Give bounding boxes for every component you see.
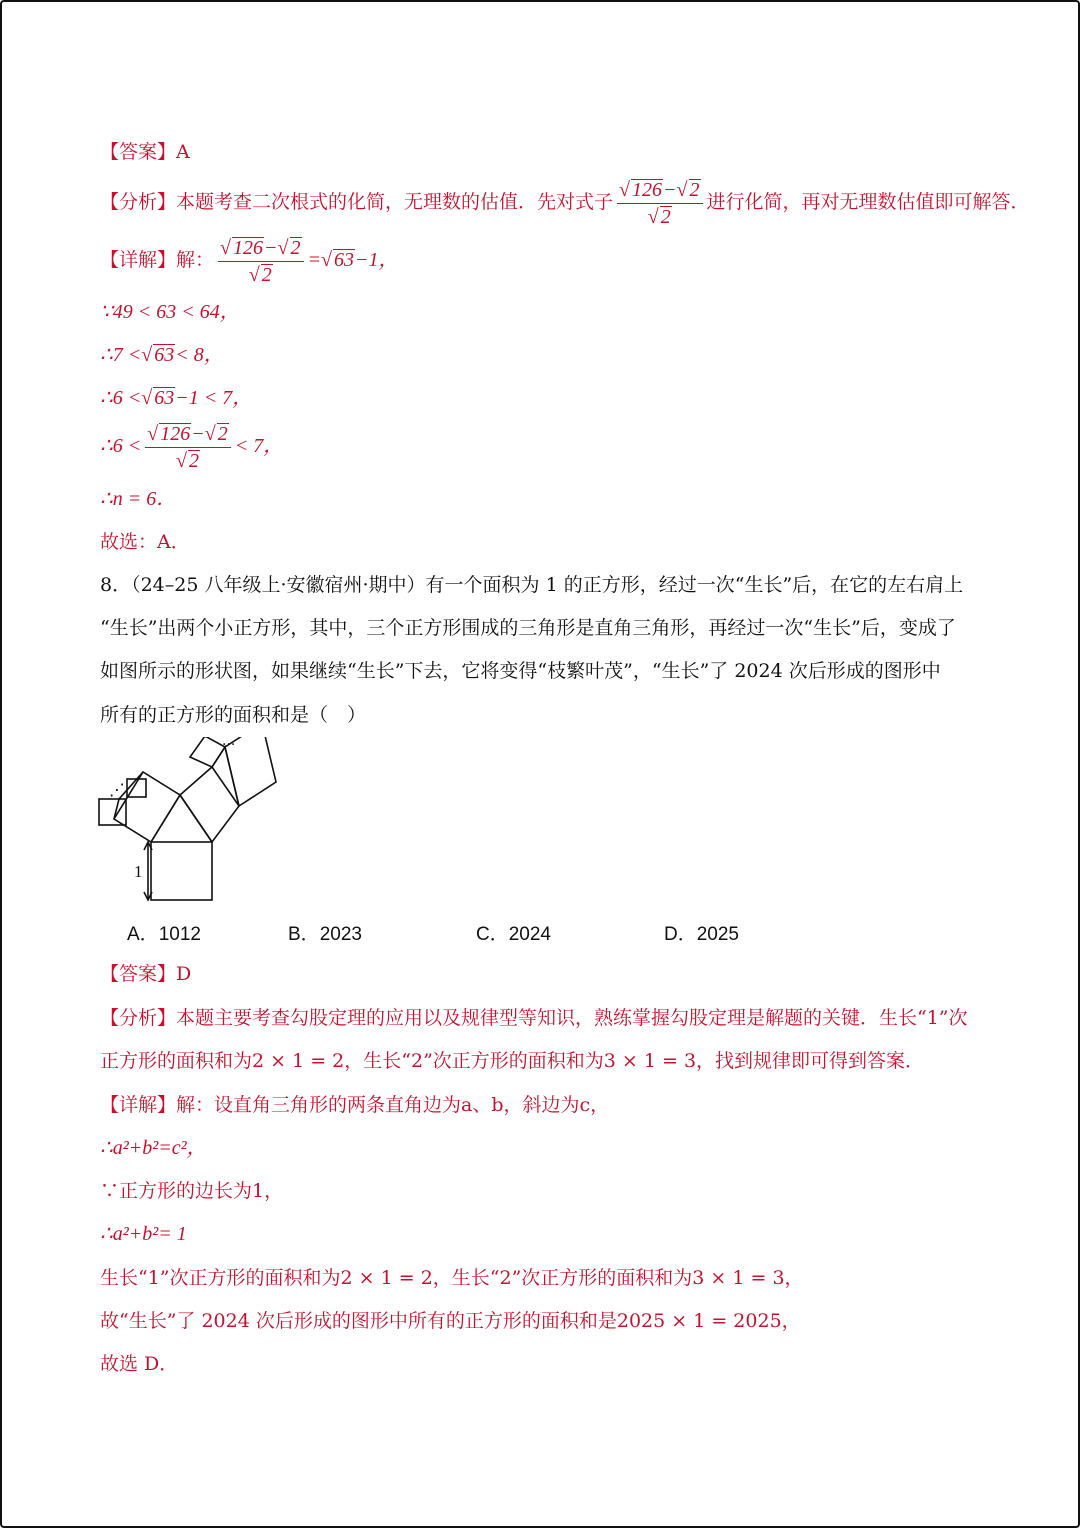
- step-5: ∴n = 6．: [100, 488, 177, 510]
- right-triangle: [151, 795, 212, 842]
- base-square: [151, 842, 212, 900]
- choose-line: 故选：A．: [100, 531, 190, 553]
- step-1: ∵49 < 63 < 64，: [100, 301, 240, 323]
- option-d: D．2025: [664, 924, 740, 945]
- question-8-line-2: “生长”出两个小正方形，其中，三个正方形围成的三角形是直角三角形，再经过一次“生长”后，变成了: [100, 617, 956, 639]
- pythagoras-tree-figure: [94, 737, 294, 909]
- right-sub-triangle: [212, 747, 239, 806]
- step4-fraction: $\frac{√ 126-√ 2}{√ 2}$: [145, 422, 230, 473]
- right-sub-square-a: [190, 737, 225, 767]
- sol8-detail-3: ∵正方形的边长为1，: [100, 1180, 284, 1202]
- detail-fraction: $\frac{√ 126-√ 2}{√ 2}$: [218, 236, 303, 287]
- question-8-line-4: 所有的正方形的面积和是（ ）: [100, 704, 367, 726]
- sol8-answer: 【答案】D: [100, 963, 192, 985]
- sol8-detail-6: 故“生长”了 2024 次后形成的图形中所有的正方形的面积和是2025 × 1 = 2025，: [100, 1310, 801, 1332]
- left-sub-square-a: [99, 799, 126, 825]
- right-square: [180, 767, 239, 842]
- step-2: ∴7 <√ 63< 8，: [100, 344, 224, 366]
- option-c: C．2024: [476, 924, 552, 945]
- step-4: ∴6 < $\frac{√ 126-√ 2}{√ 2}$ < 7，: [100, 422, 284, 472]
- sol8-detail-5: 生长“1”次正方形的面积和为2 × 1 = 2，生长“2”次正方形的面积和为3 × 1 = 3，: [100, 1267, 804, 1289]
- sol8-analysis-1: 【分析】本题主要考查勾股定理的应用以及规律型等知识，熟练掌握勾股定理是解题的关键．生长“1”次: [100, 1007, 968, 1029]
- sol8-detail-2: ∴a²+b²=c²，: [100, 1137, 207, 1159]
- top-dots: ···: [222, 737, 236, 753]
- analysis-line: 【分析】本题考查二次根式的化简，无理数的估值．先对式子 $\frac{√ 126-√ 2}{√ 2}$ 进行化简，再对无理数估值即可解答．: [100, 178, 1030, 228]
- sol8-detail-7: 故选 D．: [100, 1353, 179, 1375]
- left-dots: ⋰: [109, 780, 125, 799]
- sol8-analysis-2: 正方形的面积和为2 × 1 = 2，生长“2”次正方形的面积和为3 × 1 = 3，找到规律即可得到答案．: [100, 1050, 925, 1072]
- answer-line: 【答案】A: [100, 141, 190, 163]
- question-8-line-1: 8．（24–25 八年级上·安徽宿州·期中）有一个面积为 1 的正方形，经过一次“生长”后，在它的左右肩上: [100, 574, 964, 596]
- sol8-detail-1: 【详解】解：设直角三角形的两条直角边为a、b，斜边为c，: [100, 1094, 610, 1116]
- step-3: ∴6 <√ 63−1 < 7，: [100, 387, 253, 409]
- option-a: A．1012: [127, 924, 201, 945]
- side-length-label: 1: [134, 862, 143, 881]
- option-b: B．2023: [288, 924, 362, 945]
- analysis-fraction: $\frac{√ 126-√ 2}{√ 2}$: [617, 178, 702, 229]
- question-8-line-3: 如图所示的形状图，如果继续“生长”下去，它将变得“枝繁叶茂”，“生长”了 2024 次后形成的图形中: [100, 660, 941, 682]
- detail-line: 【详解】解： $\frac{√ 126-√ 2}{√ 2}$ =√ 63−1，: [100, 236, 399, 286]
- sol8-detail-4: ∴a²+b²= 1: [100, 1223, 187, 1245]
